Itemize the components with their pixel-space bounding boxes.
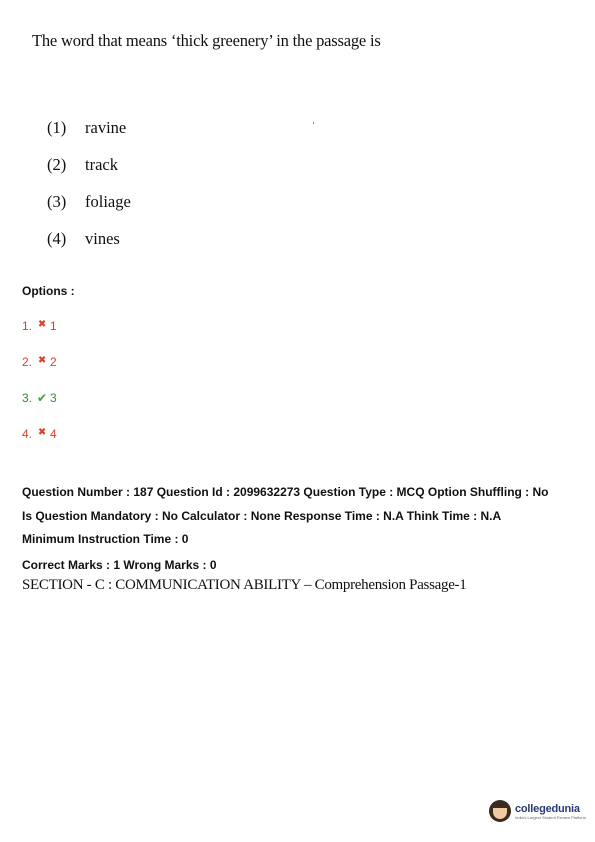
options-list (22, 319, 57, 463)
meta-line-question-info: Question Number : 187 Question Id : 2099632273 Question Type : MCQ Option Shuffling : No (22, 485, 549, 499)
meta-line-marks: Correct Marks : 1 Wrong Marks : 0 (22, 557, 217, 572)
cross-icon: ✖ (37, 427, 47, 438)
question-metadata (22, 481, 582, 577)
meta-line-instruction-time: Minimum Instruction Time : 0 (22, 532, 189, 546)
stray-dot (313, 122, 314, 124)
choice-text: track (85, 155, 118, 174)
cross-icon: ✖ (37, 319, 47, 330)
option-item (22, 427, 57, 463)
option-item (22, 391, 57, 427)
mascot-icon (489, 800, 511, 822)
question-text: The word that means ‘thick greenery’ in the passage is (32, 31, 381, 50)
choice-item (47, 155, 131, 192)
section-heading: SECTION - C : COMMUNICATION ABILITY – Comprehension Passage-1 (22, 577, 467, 593)
choice-number: (2) (47, 155, 67, 174)
choice-text: foliage (85, 192, 131, 211)
option-item (22, 319, 57, 355)
choice-item (47, 192, 131, 229)
option-value: 1 (50, 319, 57, 333)
options-label: Options : (22, 284, 75, 298)
check-icon: ✔ (36, 391, 48, 405)
choice-number: (4) (47, 229, 67, 248)
option-item (22, 355, 57, 391)
collegedunia-logo (489, 800, 586, 822)
choice-text: vines (85, 229, 120, 248)
logo-name: collegedunia (515, 802, 580, 815)
option-prefix: 2. (22, 355, 33, 369)
option-value: 4 (50, 427, 57, 441)
option-prefix: 3. (22, 391, 33, 405)
meta-line-mandatory-info: Is Question Mandatory : No Calculator : None Response Time : N.A Think Time : N.A (22, 508, 502, 523)
choice-number: (3) (47, 192, 67, 211)
option-value: 3 (50, 391, 57, 405)
cross-icon: ✖ (37, 355, 47, 366)
logo-tagline: India's Largest Student Review Platform (515, 814, 587, 820)
choice-list (47, 118, 131, 266)
choice-item (47, 118, 131, 155)
choice-number: (1) (47, 118, 67, 137)
choice-text: ravine (85, 118, 127, 137)
option-prefix: 1. (22, 319, 33, 333)
option-prefix: 4. (22, 427, 33, 441)
choice-item (47, 229, 131, 266)
option-value: 2 (50, 355, 57, 369)
